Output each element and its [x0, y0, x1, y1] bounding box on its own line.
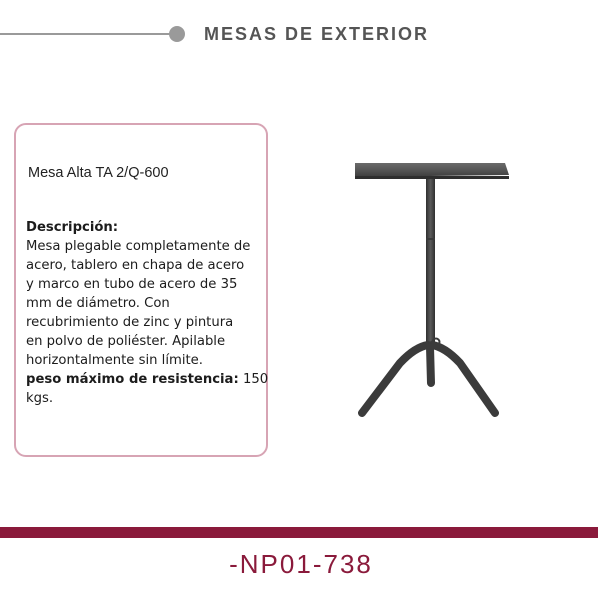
table-leg-center	[430, 347, 431, 383]
description-line: y marco en tubo de acero de 35	[26, 277, 238, 292]
header-line	[0, 33, 172, 35]
description-line: recubrimiento de zinc y pintura	[26, 315, 234, 330]
weight-line	[26, 370, 269, 389]
table-leg-right	[432, 345, 495, 413]
weight-label: peso máximo de resistencia:	[26, 372, 239, 387]
table-top-edge	[355, 176, 509, 179]
product-info-card	[14, 123, 268, 457]
description-line: horizontalmente sin límite.	[26, 353, 203, 368]
high-table-icon	[345, 155, 525, 430]
header-dot	[169, 26, 185, 42]
table-top	[355, 163, 509, 177]
product-image	[345, 155, 525, 430]
weight-value: 150	[242, 372, 269, 387]
description-heading: Descripción:	[26, 220, 119, 235]
product-name: Mesa Alta TA 2/Q-600	[28, 165, 169, 181]
description-line: Mesa plegable completamente de	[26, 239, 251, 254]
divider-bar	[0, 527, 598, 538]
product-description	[26, 218, 269, 408]
description-line: mm de diámetro. Con	[26, 296, 170, 311]
weight-unit: kgs.	[26, 391, 54, 406]
product-code: -NP01-738	[229, 549, 373, 579]
description-line: acero, tablero en chapa de acero	[26, 258, 245, 273]
table-leg-left	[362, 345, 428, 413]
table-pole	[426, 179, 435, 349]
description-line: en polvo de poliéster. Apilable	[26, 334, 226, 349]
page-title: MESAS DE EXTERIOR	[204, 24, 430, 44]
